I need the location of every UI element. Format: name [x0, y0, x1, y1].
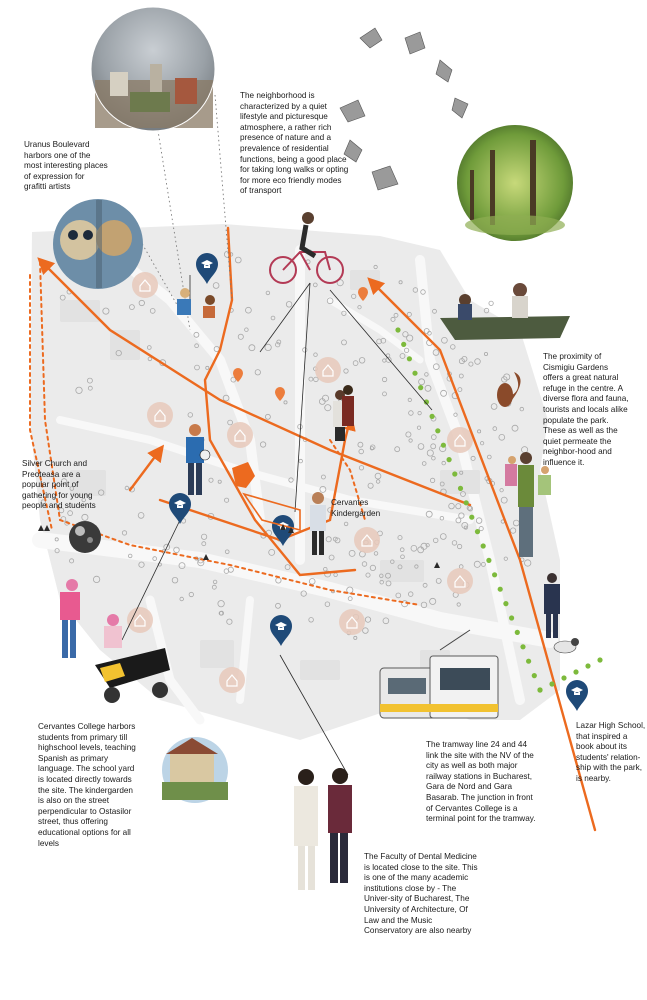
faculty-students-icon [294, 768, 352, 890]
park-dot [407, 356, 412, 361]
park-dot [532, 673, 537, 678]
park-dot [464, 500, 469, 505]
note-tramway: The tramway line 24 and 44 link the site with the NV of the city as well as both major railway stations in Bucharest, Gara de Nord and Gara Basarab. The junction in front of Cervantes College is a terminal point for the tramway. [426, 740, 536, 824]
park-dot [509, 615, 514, 620]
park-dot [418, 385, 423, 390]
house-icon [447, 427, 473, 453]
park-dot [561, 675, 566, 680]
park-dot [475, 529, 480, 534]
park-dot [520, 644, 525, 649]
house-icon [339, 609, 365, 635]
park-dot [498, 587, 503, 592]
note-lazar-high-school: Lazar High School, that inspired a book about its students' relation-ship with the park, is nearby. [576, 721, 646, 783]
park-dot [492, 572, 497, 577]
park-dot [597, 657, 602, 662]
note-faculty-dental-medicine: The Faculty of Dental Medicine is located close to the site. This is one of the many academic institutions close by - The Univer-sity of Bucharest, The University of Architecture, Of Law and the Music Conservatory are also nearby [364, 852, 478, 936]
house-icon [132, 272, 158, 298]
label-cervantes-kindergarden: Cervantes Kindergarden [331, 498, 381, 518]
park-dot [447, 457, 452, 462]
park-dot [549, 681, 554, 686]
note-silver-church: Silver Church and Preoteasa are a popular point of gathering for young people and students [22, 459, 96, 511]
tree-marker [489, 301, 493, 305]
house-icon [354, 527, 380, 553]
park-dot [458, 486, 463, 491]
park-dot [395, 327, 400, 332]
note-neighborhood: The neighborhood is characterized by a quiet lifestyle and picturesque atmosphere, a rather rich presence of nature and a prevalence of residential functions, being a good place for taking long walks or opting for more eco friendly modes of transport [240, 91, 349, 196]
graffiti-photo [53, 199, 143, 289]
park-dot [503, 601, 508, 606]
park-dot [515, 630, 520, 635]
park-dot [401, 342, 406, 347]
park-dot [412, 371, 417, 376]
park-dot [585, 663, 590, 668]
house-photo [162, 737, 228, 803]
park-dot [441, 443, 446, 448]
park-dot [573, 669, 578, 674]
park-dot [452, 471, 457, 476]
house-icon [127, 607, 153, 633]
park-dot [430, 414, 435, 419]
park-dot [526, 659, 531, 664]
school-pin-icon [566, 680, 588, 711]
park-dot [435, 428, 440, 433]
house-icon [315, 357, 341, 383]
disco-ball-icon [69, 521, 101, 553]
city-skyline-photo [91, 7, 215, 131]
park-dot [486, 558, 491, 563]
note-cervantes-college: Cervantes College harbors students from primary till highschool levels, teaching Spanish as primary language. The school yard is located directly towards the site. The kindergarden is also on the street perpendicular to Ostasilor street, thus offering educational options for all levels [38, 722, 136, 848]
house-icon [147, 402, 173, 428]
house-icon [227, 422, 253, 448]
park-photo [457, 125, 573, 241]
house-icon [219, 667, 245, 693]
sculpture-icon [340, 28, 468, 190]
house-icon [447, 568, 473, 594]
note-uranus-boulevard: Uranus Boulevard harbors one of the most interesting places of expression for grafitti artists [24, 140, 108, 192]
park-dot [537, 687, 542, 692]
park-dot [481, 543, 486, 548]
park-dot [469, 515, 474, 520]
note-cismigiu-gardens: The proximity of Cismigiu Gardens offers a great natural refuge in the centre. A diverse flora and fauna, tourists and locals alike populate the park. These as well as the quiet permeate the neighbor-hood and influence it. [543, 352, 629, 467]
